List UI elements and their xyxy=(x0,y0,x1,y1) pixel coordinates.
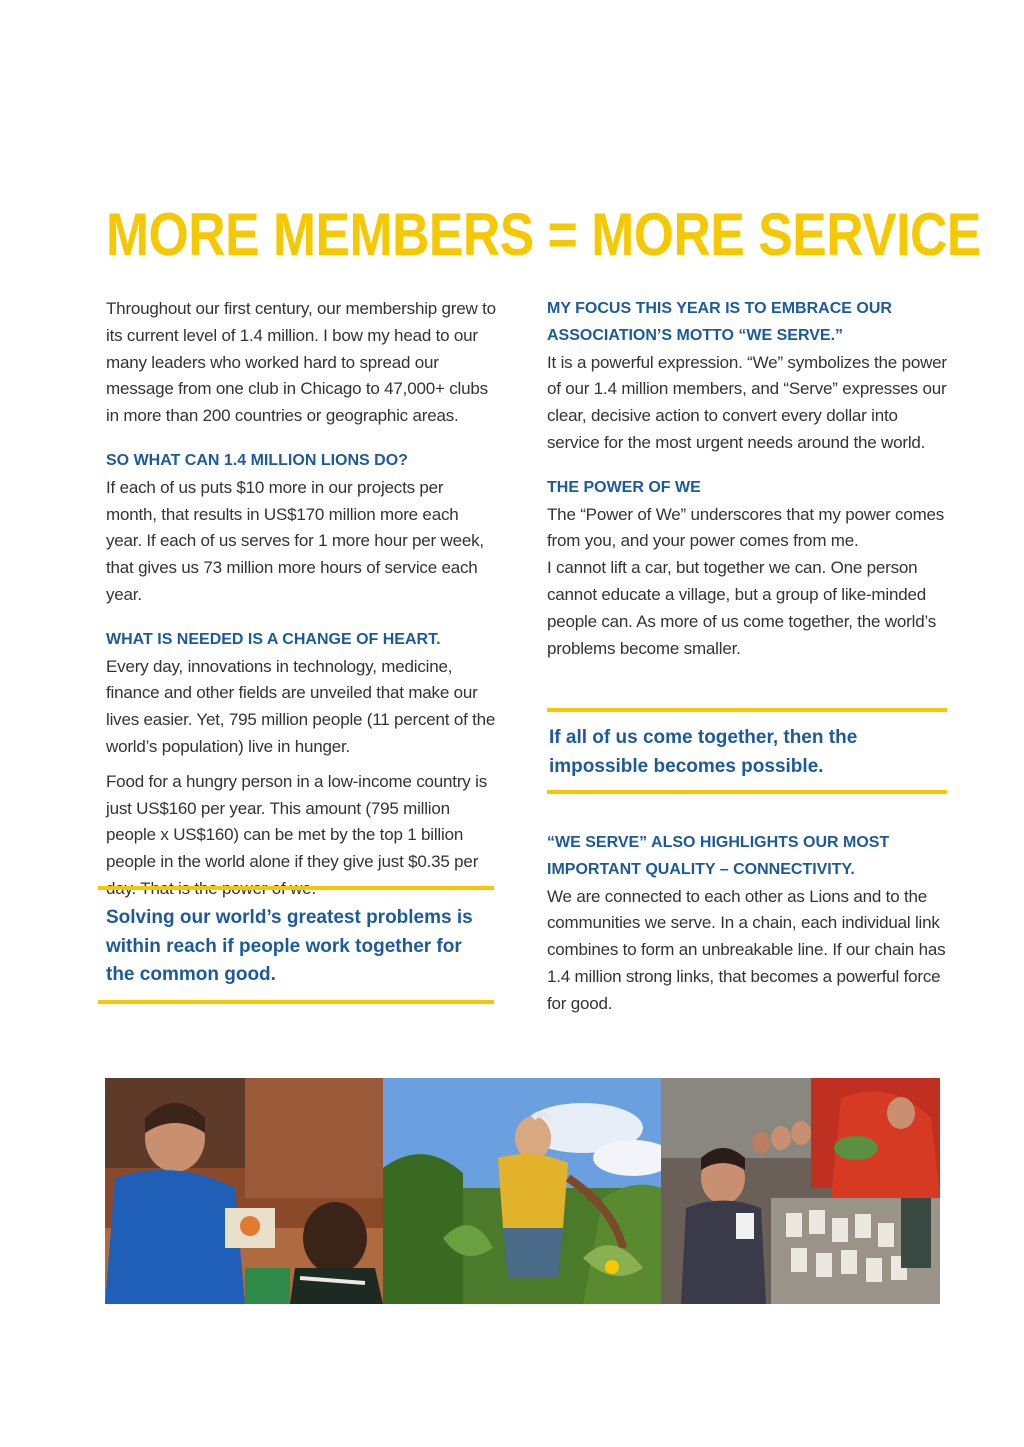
section-heading-we-serve-motto: MY FOCUS THIS YEAR IS TO EMBRACE OUR ASSOCIATION’S MOTTO “WE SERVE.” xyxy=(547,300,892,344)
section-body-together: I cannot lift a car, but together we can. One person cannot educate a village, but a group of like-minded people can. As more of us come together, the world’s problems become smaller. xyxy=(547,558,937,658)
pull-quote-left: Solving our world’s greatest problems is within reach if people work together for the common good. xyxy=(98,886,494,1004)
right-column-lower xyxy=(547,830,949,1018)
photo-volunteer-reading-with-child xyxy=(105,1078,383,1304)
section-body-hunger-cost: Food for a hungry person in a low-income country is just US$160 per year. This amount (795 million people x US$160) can be met by the top 1 billion people in the world alone if they give just $0.35 per day. That is the power of we. xyxy=(106,771,487,898)
section-body-connectivity: We are connected to each other as Lions and to the communities we serve. In a chain, each individual link combines to form an unbreakable line. If our chain has 1.4 million strong links, that becomes a powerful force for good. xyxy=(547,886,946,1013)
section-heading-power-of-we: THE POWER OF WE xyxy=(547,478,701,496)
section-body-change-of-heart: Every day, innovations in technology, medicine, finance and other fields are unveiled that make our lives easier. Yet, 795 million people (11 percent of the world’s population) live in hunger. xyxy=(106,656,496,756)
left-column xyxy=(106,296,498,903)
section-body-lions: If each of us puts $10 more in our projects per month, that results in US$170 million more each year. If each of us serves for 1 more hour per week, that gives us 73 million more hours of service each year. xyxy=(106,477,484,604)
photo-children-receiving-food xyxy=(661,1078,940,1304)
photo-gardener-planting xyxy=(383,1078,661,1304)
section-heading-lions: SO WHAT CAN 1.4 MILLION LIONS DO? xyxy=(106,451,408,469)
photo-strip xyxy=(105,1078,940,1304)
section-body-we-serve-motto: It is a powerful expression. “We” symbolizes the power of our 1.4 million members, and “Serve” expresses our clear, decisive action to convert every dollar into service for the most urgent needs around the world. xyxy=(547,352,947,452)
pull-quote-right: If all of us come together, then the impossible becomes possible. xyxy=(547,708,947,794)
right-column xyxy=(547,296,949,662)
section-heading-connectivity: “WE SERVE” ALSO HIGHLIGHTS OUR MOST IMPORTANT QUALITY – CONNECTIVITY. xyxy=(547,834,890,878)
page-title: MORE MEMBERS = MORE SERVICE xyxy=(106,201,981,268)
section-heading-change-of-heart: WHAT IS NEEDED IS A CHANGE OF HEART. xyxy=(106,630,441,648)
section-body-power-of-we: The “Power of We” underscores that my power comes from you, and your power comes from me. xyxy=(547,504,945,551)
intro-paragraph: Throughout our first century, our membership grew to its current level of 1.4 million. I bow my head to our many leaders who worked hard to spread our message from one club in Chicago to 47,000+ clubs in more than 200 countries or geographic areas. xyxy=(106,299,496,426)
